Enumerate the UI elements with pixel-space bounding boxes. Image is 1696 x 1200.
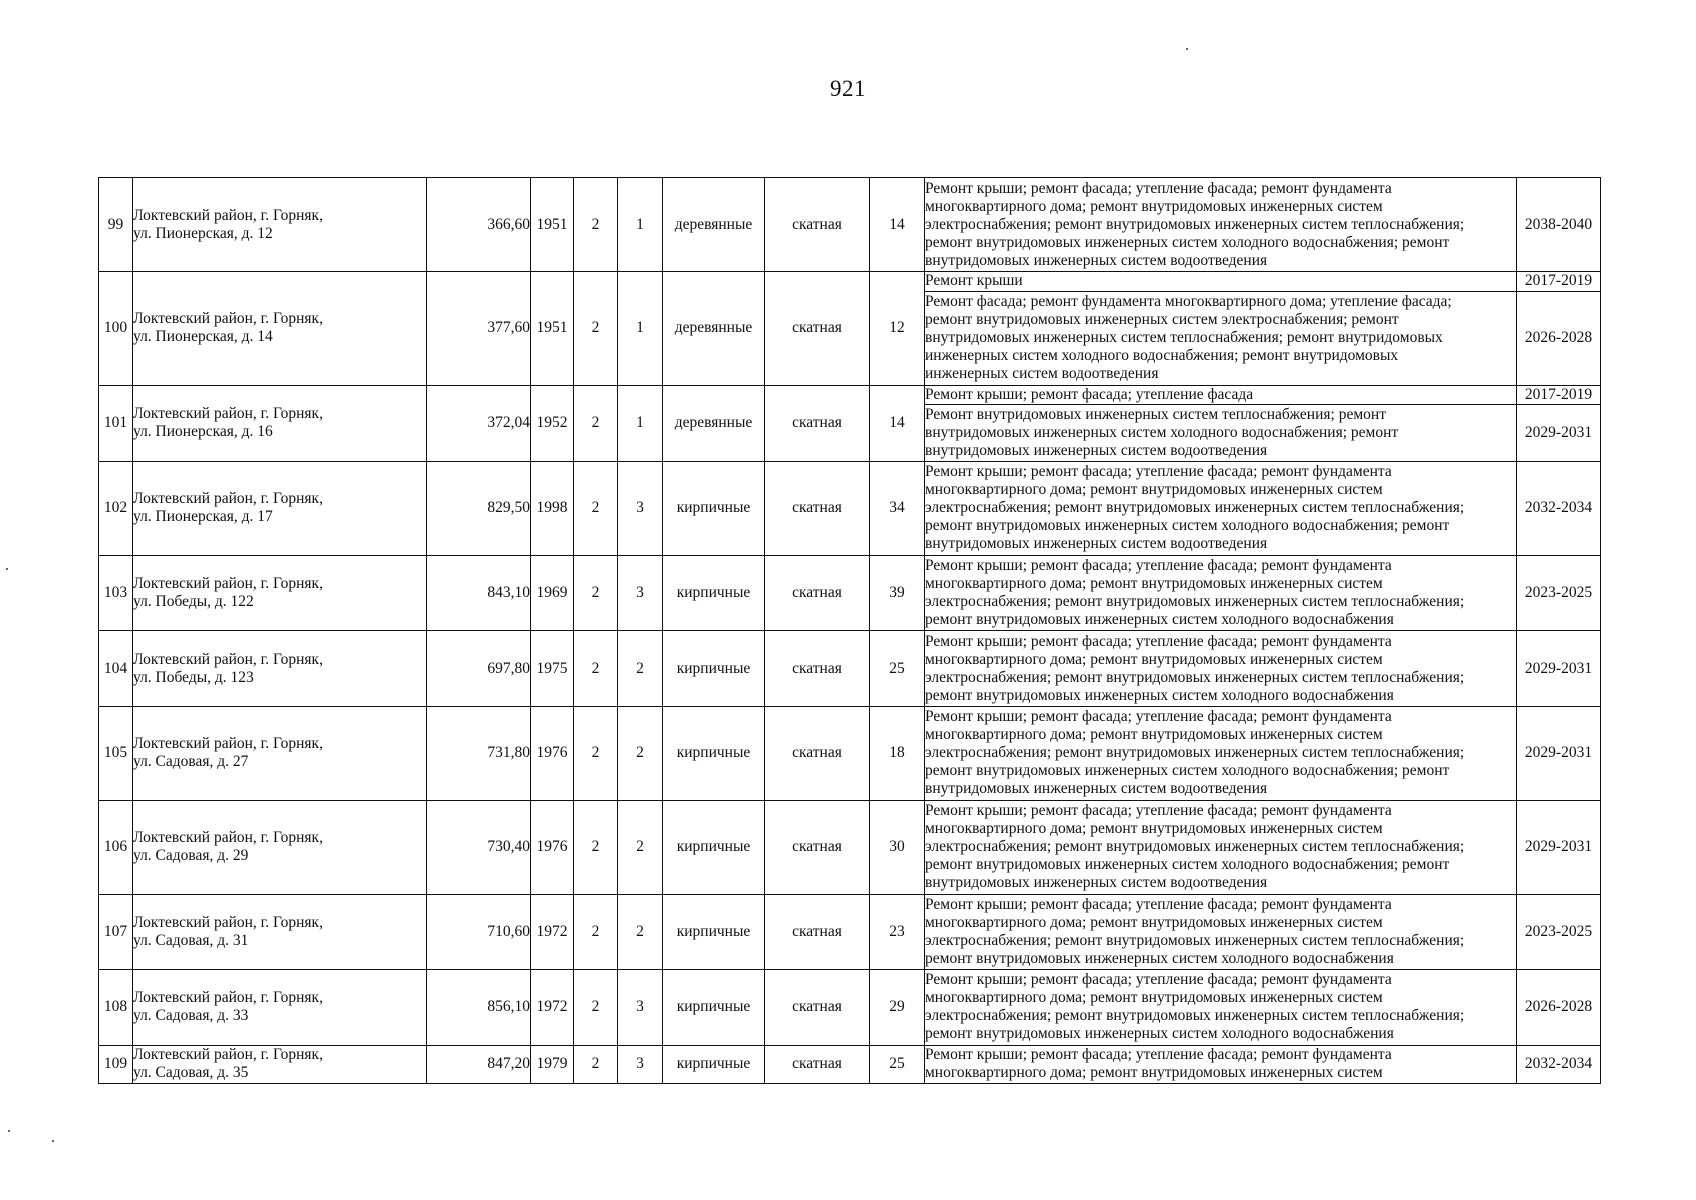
table-row: [99, 272, 1601, 292]
roof-type-cell: скатная: [765, 178, 870, 272]
floors-cell: 2: [574, 272, 618, 386]
table-row: [99, 894, 1601, 969]
repair-works-line: Ремонт крыши: [925, 272, 1023, 290]
year-cell: 1951: [531, 178, 574, 272]
repair-works-line: многоквартирного дома; ремонт внутридомовых инженерных систем: [925, 989, 1383, 1007]
table-row: [99, 178, 1601, 272]
year-cell: 1951: [531, 272, 574, 386]
area-cell: 377,60: [427, 272, 531, 386]
repair-works-cell: [925, 272, 1517, 292]
floors-cell: 2: [574, 800, 618, 894]
repair-works-line: Ремонт крыши; ремонт фасада; утепление фасада: [925, 385, 1254, 403]
apartments-cell: 29: [870, 970, 925, 1045]
repair-works-line: ремонт внутридомовых инженерных систем холодного водоснабжения: [925, 686, 1394, 704]
repair-works-line: ремонт внутридомовых инженерных систем холодного водоснабжения: [925, 949, 1394, 967]
apartments-cell: 34: [870, 461, 925, 555]
repair-works-cell: [925, 706, 1517, 800]
repair-works-line: многоквартирного дома; ремонт внутридомовых инженерных систем: [925, 481, 1383, 499]
address-line: ул. Садовая, д. 29: [133, 847, 249, 865]
repair-works-line: ремонт внутридомовых инженерных систем холодного водоснабжения; ремонт: [925, 233, 1450, 251]
repair-works-line: ремонт внутридомовых инженерных систем электроснабжения; ремонт: [925, 311, 1399, 329]
repair-works-line: многоквартирного дома; ремонт внутридомовых инженерных систем: [925, 1064, 1383, 1082]
repair-works-line: Ремонт фасада; ремонт фундамента многоквартирного дома; утепление фасада;: [925, 293, 1452, 311]
year-cell: 1952: [531, 385, 574, 461]
address-line: ул. Садовая, д. 27: [133, 753, 249, 771]
apartments-cell: 12: [870, 272, 925, 386]
repair-period-cell: 2017-2019: [1517, 385, 1601, 405]
address-line: Локтевский район, г. Горняк,: [133, 490, 323, 508]
wall-material-cell: кирпичные: [663, 800, 765, 894]
scan-speck: [52, 1140, 54, 1142]
table-row: [99, 970, 1601, 1045]
repair-works-line: Ремонт крыши; ремонт фасада; утепление фасада; ремонт фундамента: [925, 971, 1392, 989]
repair-works-line: электроснабжения; ремонт внутридомовых инженерных систем теплоснабжения;: [925, 838, 1465, 856]
repair-period-cell: 2029-2031: [1517, 800, 1601, 894]
entrances-cell: 3: [618, 970, 663, 1045]
repair-works-cell: [925, 178, 1517, 272]
repair-works-cell: [925, 894, 1517, 969]
repair-works-cell: [925, 461, 1517, 555]
address-line: Локтевский район, г. Горняк,: [133, 735, 323, 753]
apartments-cell: 25: [870, 631, 925, 706]
floors-cell: 2: [574, 385, 618, 461]
wall-material-cell: деревянные: [663, 272, 765, 386]
roof-type-cell: скатная: [765, 706, 870, 800]
repair-works-line: многоквартирного дома; ремонт внутридомовых инженерных систем: [925, 650, 1383, 668]
area-cell: 372,04: [427, 385, 531, 461]
roof-type-cell: скатная: [765, 800, 870, 894]
repair-works-line: внутридомовых инженерных систем водоотведения: [925, 535, 1268, 553]
repair-period-cell: 2038-2040: [1517, 178, 1601, 272]
repair-works-line: внутридомовых инженерных систем водоотведения: [925, 251, 1268, 269]
repair-works-line: инженерных систем холодного водоснабжения; ремонт внутридомовых: [925, 347, 1399, 365]
repair-works-line: Ремонт крыши; ремонт фасада; утепление фасада; ремонт фундамента: [925, 179, 1392, 197]
repair-period-cell: 2026-2028: [1517, 970, 1601, 1045]
repair-works-line: многоквартирного дома; ремонт внутридомовых инженерных систем: [925, 575, 1383, 593]
apartments-cell: 30: [870, 800, 925, 894]
row-number: 105: [99, 706, 133, 800]
row-number: 104: [99, 631, 133, 706]
floors-cell: 2: [574, 555, 618, 630]
repair-works-line: инженерных систем водоотведения: [925, 365, 1159, 383]
entrances-cell: 3: [618, 555, 663, 630]
table-row: [99, 706, 1601, 800]
address-cell: [133, 1045, 427, 1083]
page-number: 921: [830, 76, 866, 101]
entrances-cell: 3: [618, 461, 663, 555]
row-number: 102: [99, 461, 133, 555]
wall-material-cell: деревянные: [663, 178, 765, 272]
repair-works-line: Ремонт крыши; ремонт фасада; утепление фасада; ремонт фундамента: [925, 463, 1392, 481]
apartments-cell: 25: [870, 1045, 925, 1083]
floors-cell: 2: [574, 706, 618, 800]
row-number: 100: [99, 272, 133, 386]
repair-works-line: внутридомовых инженерных систем водоотведения: [925, 442, 1268, 460]
table-row: [99, 461, 1601, 555]
year-cell: 1975: [531, 631, 574, 706]
address-line: ул. Пионерская, д. 14: [133, 328, 273, 346]
wall-material-cell: деревянные: [663, 385, 765, 461]
wall-material-cell: кирпичные: [663, 1045, 765, 1083]
repair-works-cell: [925, 1045, 1517, 1083]
repair-works-cell: [925, 405, 1517, 462]
address-line: ул. Пионерская, д. 17: [133, 508, 273, 526]
wall-material-cell: кирпичные: [663, 555, 765, 630]
repair-period-cell: 2032-2034: [1517, 461, 1601, 555]
scan-speck: [1186, 48, 1188, 50]
repair-works-line: Ремонт внутридомовых инженерных систем теплоснабжения; ремонт: [925, 406, 1386, 424]
apartments-cell: 14: [870, 385, 925, 461]
address-cell: [133, 800, 427, 894]
apartments-cell: 23: [870, 894, 925, 969]
area-cell: 366,60: [427, 178, 531, 272]
year-cell: 1976: [531, 800, 574, 894]
apartments-cell: 18: [870, 706, 925, 800]
repair-works-cell: [925, 385, 1517, 405]
housing-repair-table: [98, 177, 1601, 1084]
wall-material-cell: кирпичные: [663, 970, 765, 1045]
repair-works-line: внутридомовых инженерных систем водоотведения: [925, 780, 1268, 798]
entrances-cell: 3: [618, 1045, 663, 1083]
address-line: Локтевский район, г. Горняк,: [133, 650, 323, 668]
row-number: 107: [99, 894, 133, 969]
row-number: 106: [99, 800, 133, 894]
repair-works-line: электроснабжения; ремонт внутридомовых инженерных систем теплоснабжения;: [925, 593, 1465, 611]
address-line: ул. Садовая, д. 31: [133, 931, 249, 949]
entrances-cell: 1: [618, 178, 663, 272]
table-row: [99, 800, 1601, 894]
address-cell: [133, 385, 427, 461]
apartments-cell: 39: [870, 555, 925, 630]
year-cell: 1998: [531, 461, 574, 555]
repair-works-line: многоквартирного дома; ремонт внутридомовых инженерных систем: [925, 197, 1383, 215]
address-line: ул. Победы, д. 122: [133, 593, 254, 611]
repair-period-cell: 2026-2028: [1517, 291, 1601, 385]
address-line: Локтевский район, г. Горняк,: [133, 913, 323, 931]
year-cell: 1972: [531, 970, 574, 1045]
entrances-cell: 2: [618, 631, 663, 706]
area-cell: 829,50: [427, 461, 531, 555]
repair-works-line: ремонт внутридомовых инженерных систем холодного водоснабжения; ремонт: [925, 856, 1450, 874]
area-cell: 843,10: [427, 555, 531, 630]
repair-works-line: ремонт внутридомовых инженерных систем холодного водоснабжения; ремонт: [925, 517, 1450, 535]
floors-cell: 2: [574, 631, 618, 706]
repair-works-line: ремонт внутридомовых инженерных систем холодного водоснабжения; ремонт: [925, 762, 1450, 780]
address-line: Локтевский район, г. Горняк,: [133, 829, 323, 847]
repair-works-line: Ремонт крыши; ремонт фасада; утепление фасада; ремонт фундамента: [925, 1046, 1392, 1064]
floors-cell: 2: [574, 461, 618, 555]
entrances-cell: 2: [618, 894, 663, 969]
address-cell: [133, 178, 427, 272]
floors-cell: 2: [574, 178, 618, 272]
roof-type-cell: скатная: [765, 385, 870, 461]
repair-works-line: ремонт внутридомовых инженерных систем холодного водоснабжения: [925, 1025, 1394, 1043]
table-row: [99, 1045, 1601, 1083]
floors-cell: 2: [574, 970, 618, 1045]
repair-works-line: электроснабжения; ремонт внутридомовых инженерных систем теплоснабжения;: [925, 668, 1465, 686]
repair-period-cell: 2023-2025: [1517, 555, 1601, 630]
address-line: Локтевский район, г. Горняк,: [133, 405, 323, 423]
repair-period-cell: 2029-2031: [1517, 706, 1601, 800]
row-number: 101: [99, 385, 133, 461]
repair-works-cell: [925, 970, 1517, 1045]
area-cell: 847,20: [427, 1045, 531, 1083]
repair-works-cell: [925, 800, 1517, 894]
area-cell: 710,60: [427, 894, 531, 969]
floors-cell: 2: [574, 894, 618, 969]
repair-period-cell: 2029-2031: [1517, 631, 1601, 706]
address-cell: [133, 706, 427, 800]
repair-works-line: электроснабжения; ремонт внутридомовых инженерных систем теплоснабжения;: [925, 1007, 1465, 1025]
address-line: ул. Садовая, д. 35: [133, 1064, 249, 1082]
repair-works-line: Ремонт крыши; ремонт фасада; утепление фасада; ремонт фундамента: [925, 802, 1392, 820]
area-cell: 856,10: [427, 970, 531, 1045]
address-line: Локтевский район, г. Горняк,: [133, 310, 323, 328]
year-cell: 1979: [531, 1045, 574, 1083]
repair-works-line: электроснабжения; ремонт внутридомовых инженерных систем теплоснабжения;: [925, 744, 1465, 762]
address-cell: [133, 970, 427, 1045]
table-row: [99, 385, 1601, 405]
table-body: [99, 178, 1601, 1084]
table-row: [99, 555, 1601, 630]
repair-works-line: многоквартирного дома; ремонт внутридомовых инженерных систем: [925, 726, 1383, 744]
row-number: 103: [99, 555, 133, 630]
repair-works-line: многоквартирного дома; ремонт внутридомовых инженерных систем: [925, 913, 1383, 931]
repair-period-cell: 2029-2031: [1517, 405, 1601, 462]
row-number: 99: [99, 178, 133, 272]
address-line: ул. Пионерская, д. 12: [133, 224, 273, 242]
repair-works-line: Ремонт крыши; ремонт фасада; утепление фасада; ремонт фундамента: [925, 557, 1392, 575]
entrances-cell: 2: [618, 800, 663, 894]
repair-works-line: Ремонт крыши; ремонт фасада; утепление фасада; ремонт фундамента: [925, 632, 1392, 650]
address-cell: [133, 631, 427, 706]
repair-works-line: внутридомовых инженерных систем водоотведения: [925, 874, 1268, 892]
address-line: Локтевский район, г. Горняк,: [133, 575, 323, 593]
entrances-cell: 1: [618, 272, 663, 386]
address-cell: [133, 894, 427, 969]
repair-works-line: электроснабжения; ремонт внутридомовых инженерных систем теплоснабжения;: [925, 931, 1465, 949]
roof-type-cell: скатная: [765, 970, 870, 1045]
repair-period-cell: 2017-2019: [1517, 272, 1601, 292]
scan-speck: [8, 1130, 10, 1132]
year-cell: 1976: [531, 706, 574, 800]
repair-period-cell: 2023-2025: [1517, 894, 1601, 969]
repair-works-line: Ремонт крыши; ремонт фасада; утепление фасада; ремонт фундамента: [925, 708, 1392, 726]
repair-works-line: внутридомовых инженерных систем холодного водоснабжения; ремонт: [925, 424, 1399, 442]
repair-works-line: Ремонт крыши; ремонт фасада; утепление фасада; ремонт фундамента: [925, 895, 1392, 913]
repair-works-line: электроснабжения; ремонт внутридомовых инженерных систем теплоснабжения;: [925, 499, 1465, 517]
roof-type-cell: скатная: [765, 1045, 870, 1083]
address-line: Локтевский район, г. Горняк,: [133, 1046, 323, 1064]
roof-type-cell: скатная: [765, 272, 870, 386]
wall-material-cell: кирпичные: [663, 894, 765, 969]
area-cell: 731,80: [427, 706, 531, 800]
area-cell: 697,80: [427, 631, 531, 706]
entrances-cell: 2: [618, 706, 663, 800]
repair-works-cell: [925, 631, 1517, 706]
roof-type-cell: скатная: [765, 631, 870, 706]
wall-material-cell: кирпичные: [663, 461, 765, 555]
address-line: ул. Садовая, д. 33: [133, 1007, 249, 1025]
repair-period-cell: 2032-2034: [1517, 1045, 1601, 1083]
repair-works-line: внутридомовых инженерных систем теплоснабжения; ремонт внутридомовых: [925, 329, 1443, 347]
address-line: ул. Пионерская, д. 16: [133, 423, 273, 441]
area-cell: 730,40: [427, 800, 531, 894]
wall-material-cell: кирпичные: [663, 706, 765, 800]
address-cell: [133, 555, 427, 630]
apartments-cell: 14: [870, 178, 925, 272]
roof-type-cell: скатная: [765, 461, 870, 555]
year-cell: 1972: [531, 894, 574, 969]
address-cell: [133, 272, 427, 386]
address-line: ул. Победы, д. 123: [133, 668, 254, 686]
scan-speck: [6, 568, 8, 570]
wall-material-cell: кирпичные: [663, 631, 765, 706]
repair-works-line: ремонт внутридомовых инженерных систем холодного водоснабжения: [925, 611, 1394, 629]
row-number: 109: [99, 1045, 133, 1083]
roof-type-cell: скатная: [765, 894, 870, 969]
repair-works-cell: [925, 291, 1517, 385]
roof-type-cell: скатная: [765, 555, 870, 630]
repair-works-cell: [925, 555, 1517, 630]
table-row: [99, 631, 1601, 706]
address-line: Локтевский район, г. Горняк,: [133, 206, 323, 224]
address-line: Локтевский район, г. Горняк,: [133, 989, 323, 1007]
entrances-cell: 1: [618, 385, 663, 461]
year-cell: 1969: [531, 555, 574, 630]
address-cell: [133, 461, 427, 555]
repair-works-line: электроснабжения; ремонт внутридомовых инженерных систем теплоснабжения;: [925, 215, 1465, 233]
row-number: 108: [99, 970, 133, 1045]
floors-cell: 2: [574, 1045, 618, 1083]
repair-works-line: многоквартирного дома; ремонт внутридомовых инженерных систем: [925, 820, 1383, 838]
